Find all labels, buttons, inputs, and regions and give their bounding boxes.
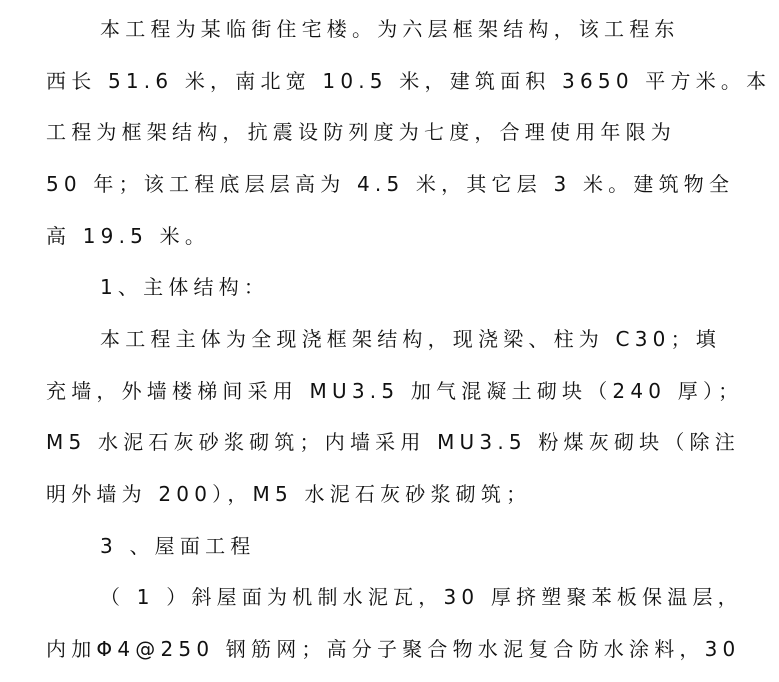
paragraph-line: 充墙，外墙楼梯间采用 MU3.5 加气混凝土砌块（240 厚）； [46, 379, 744, 403]
paragraph-line: 高 19.5 米。 [46, 224, 211, 248]
section-heading: 1、主体结构： [100, 275, 270, 299]
paragraph-line: （ 1 ）斜屋面为机制水泥瓦，30 厚挤塑聚苯板保温层， [100, 585, 743, 609]
paragraph-line: 内加Φ4@250 钢筋网；高分子聚合物水泥复合防水涂料，30 [46, 637, 741, 661]
paragraph-line: 明外墙为 200），M5 水泥石灰砂浆砌筑； [46, 482, 532, 506]
paragraph-line: 50 年；该工程底层层高为 4.5 米，其它层 3 米。建筑物全 [46, 172, 735, 196]
section-heading: 3 、屋面工程 [100, 534, 256, 558]
paragraph-line: 本工程为某临街住宅楼。为六层框架结构，该工程东 [100, 17, 680, 41]
paragraph-line: M5 水泥石灰砂浆砌筑；内墙采用 MU3.5 粉煤灰砌块（除注 [46, 430, 740, 454]
paragraph-line: 西长 51.6 米，南北宽 10.5 米，建筑面积 3650 平方米。本 [46, 69, 772, 93]
paragraph-line: 工程为框架结构，抗震设防列度为七度，合理使用年限为 [46, 120, 676, 144]
paragraph-line: 本工程主体为全现浇框架结构，现浇梁、柱为 C30；填 [100, 327, 721, 351]
